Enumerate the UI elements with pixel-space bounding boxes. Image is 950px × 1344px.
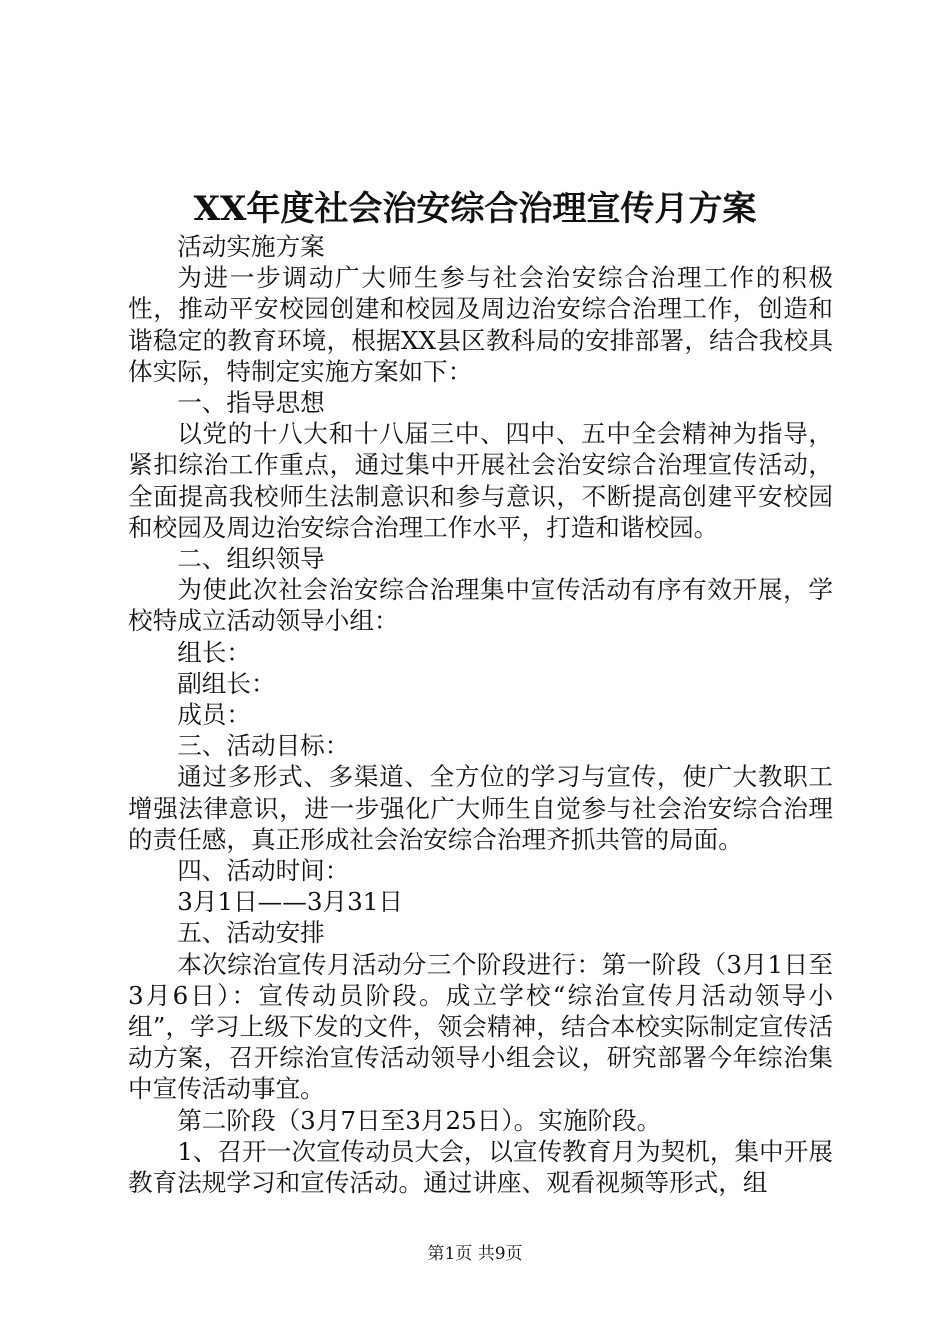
paragraph-stage-two: 第二阶段（3月7日至3月25日）。实施阶段。 xyxy=(177,1105,662,1135)
section-heading-guiding-thought: 一、指导思想 xyxy=(177,388,325,418)
paragraph-time: 3月1日——3月31日 xyxy=(177,887,403,917)
document-title: XX年度社会治安综合治理宣传月方案 xyxy=(193,189,757,229)
paragraph-intro: 为进一步调动广大师生参与社会治安综合治理工作的积极性，推动平安校园创建和校园及周边治安综合治理工作，创造和谐稳定的教育环境，根据XX县区教科局的安排部署，结合我校具体实际，特制定实施方案如下： xyxy=(128,263,833,386)
paragraph-guiding-thought: 以党的十八大和十八届三中、四中、五中全会精神为指导，紧扣综治工作重点，通过集中开展社会治安综合治理宣传活动，全面提高我校师生法制意识和参与意识，不断提高创建平安校园和校园及周边治安综合治理工作水平，打造和谐校园。 xyxy=(128,419,833,542)
paragraph-item-one: 1、召开一次宣传动员大会，以宣传教育月为契机，集中开展教育法规学习和宣传活动。通过讲座、观看视频等形式，组 xyxy=(128,1136,833,1198)
paragraph-organization: 为使此次社会治安综合治理集中宣传活动有序有效开展，学校特成立活动领导小组： xyxy=(128,575,833,636)
section-heading-time: 四、活动时间： xyxy=(177,856,350,886)
page-footer: 第1页 共9页 xyxy=(427,1244,523,1264)
paragraph-group-leader: 组长： xyxy=(177,637,251,667)
paragraph-goals: 通过多形式、多渠道、全方位的学习与宣传，使广大教职工增强法律意识，进一步强化广大师生自觉参与社会治安综合治理的责任感，真正形成社会治安综合治理齐抓共管的局面。 xyxy=(128,762,833,854)
document-body xyxy=(128,231,833,1198)
paragraph-heading-plan: 活动实施方案 xyxy=(177,232,325,261)
section-heading-goals: 三、活动目标： xyxy=(177,731,350,761)
paragraph-deputy-leader: 副组长： xyxy=(177,668,276,698)
section-heading-arrangement: 五、活动安排 xyxy=(177,918,325,948)
section-heading-organization: 二、组织领导 xyxy=(177,544,325,574)
paragraph-members: 成员： xyxy=(177,700,251,730)
paragraph-stage-one: 本次综治宣传月活动分三个阶段进行：第一阶段（3月1日至3月6日）：宣传动员阶段。成立学校“综治宣传月活动领导小组”，学习上级下发的文件，领会精神，结合本校实际制定宣传活动方案，召开综治宣传活动领导小组会议，研究部署今年综治集中宣传活动事宜。 xyxy=(128,949,833,1104)
